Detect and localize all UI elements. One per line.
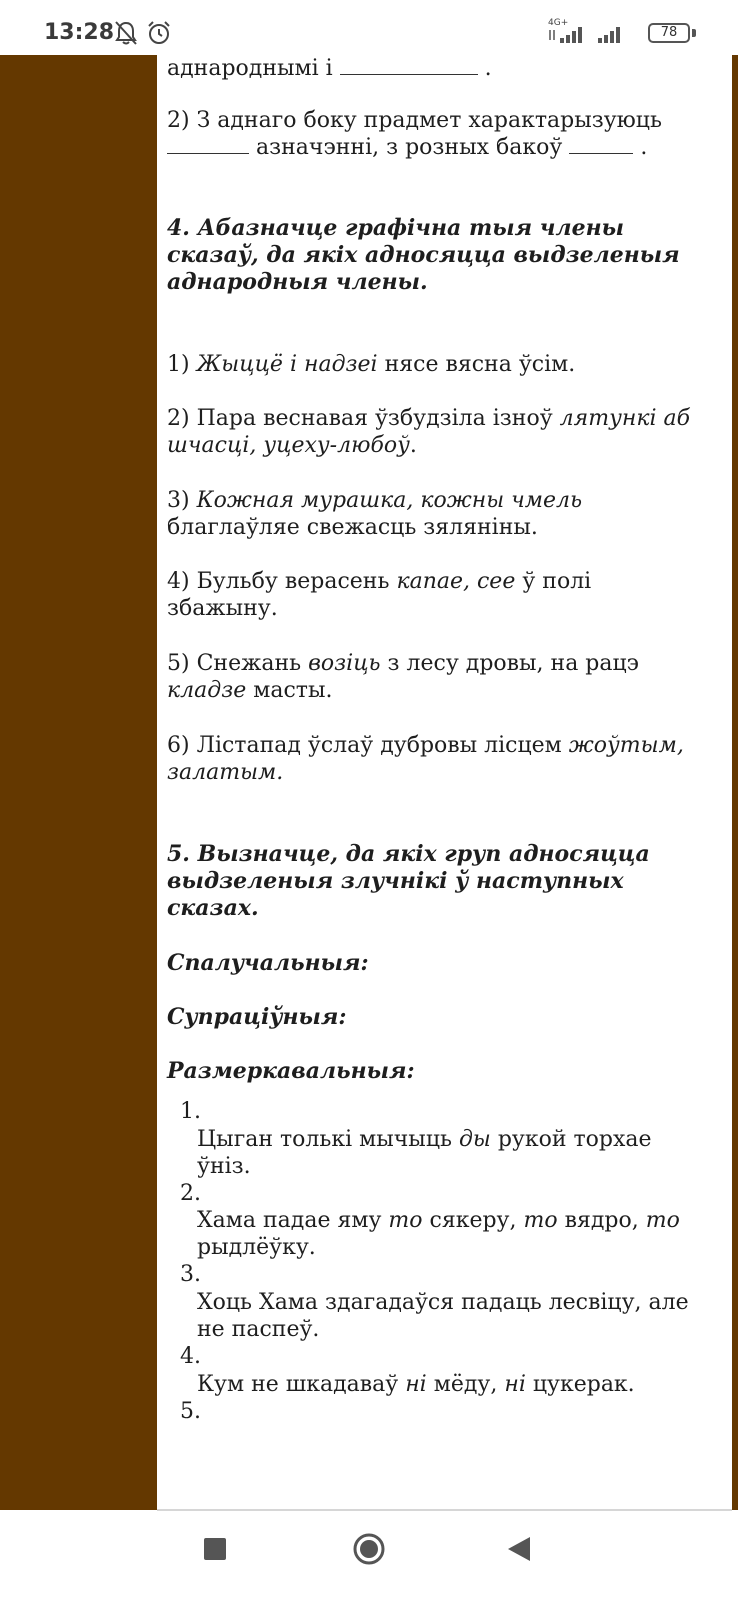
fill-in-blank[interactable] [340, 56, 478, 75]
q4-item-6: 6) Ліcтапад ўслаў дубровы ліcцем жоўтым, залатым. [167, 733, 684, 785]
fill-in-blank[interactable] [569, 135, 633, 154]
q4-heading: 4. Абазначце графічна тыя члены сказаў, да якіх адносяцца выдзеленыя аднародныя члены. [167, 215, 680, 295]
back-icon [508, 1537, 530, 1561]
bell-off-icon [114, 20, 138, 50]
recents-button[interactable] [204, 1538, 226, 1564]
signal-icon [596, 26, 628, 48]
fill-in-blank[interactable] [167, 135, 249, 154]
list-number: 5. [180, 1399, 201, 1424]
q4-item-2: 2) Пара веснавая ўзбудзіла ізноў лятункі аб шчасці, уцеху-любоў. [167, 406, 691, 458]
network-label: 4G+ [548, 18, 569, 28]
q4-item-4: 4) Бульбу верасень капае, сее ў полі збажыну. [167, 569, 592, 621]
q3-item-2: 2) З аднаго боку прадмет характарызуюць азначэнні, з розных бакоў . [167, 108, 662, 160]
q5-heading: 5. Вызначце, да якіх груп адносяцца выдзеленыя злучнікі ў наступных сказах. [167, 841, 650, 921]
list-number: 3. [180, 1262, 201, 1287]
battery-tip [692, 29, 696, 37]
q4-item-1: 1) Жыццё і надзеі нясе вясна ўсім. [167, 352, 576, 377]
q4-item-3: 3) Кожная мурашка, кожны чмель благлаўляе свежасць зяляніны. [167, 488, 583, 540]
group-label-adversative: Супраціўныя: [167, 1004, 347, 1030]
list-item: Хоць Хама здагадаўся падаць лесвіцу, але не паспеў. [197, 1290, 689, 1342]
list-number: 2. [180, 1181, 201, 1206]
status-time: 13:28 [44, 20, 115, 45]
navigation-bar [0, 1511, 738, 1599]
right-side-strip [732, 55, 738, 1510]
q3-line: аднароднымі і . [167, 56, 492, 81]
back-button[interactable] [508, 1537, 530, 1565]
recents-icon [204, 1538, 226, 1560]
list-number: 4. [180, 1344, 201, 1369]
home-icon [352, 1532, 386, 1566]
battery-indicator: 78 [648, 23, 690, 43]
list-number: 1. [180, 1099, 201, 1124]
document-content[interactable] [157, 55, 732, 1510]
alarm-icon [146, 20, 172, 50]
group-label-copulative: Спалучальныя: [167, 950, 369, 976]
q4-item-5: 5) Снежань возіць з лесу дровы, на рацэ кладзе масты. [167, 651, 639, 703]
list-item: Кум не шкадаваў ні мёду, ні цукерак. [197, 1372, 635, 1397]
left-side-panel [0, 55, 157, 1510]
list-item: Хама падае яму то сякеру, то вядро, то рыдлёўку. [197, 1208, 680, 1260]
group-label-disjunctive: Размеркавальныя: [167, 1058, 415, 1084]
list-item: Цыган толькі мычыць ды рукой торхае ўніз. [197, 1127, 652, 1179]
signal-4g-icon [548, 26, 588, 48]
home-button[interactable] [352, 1532, 386, 1570]
